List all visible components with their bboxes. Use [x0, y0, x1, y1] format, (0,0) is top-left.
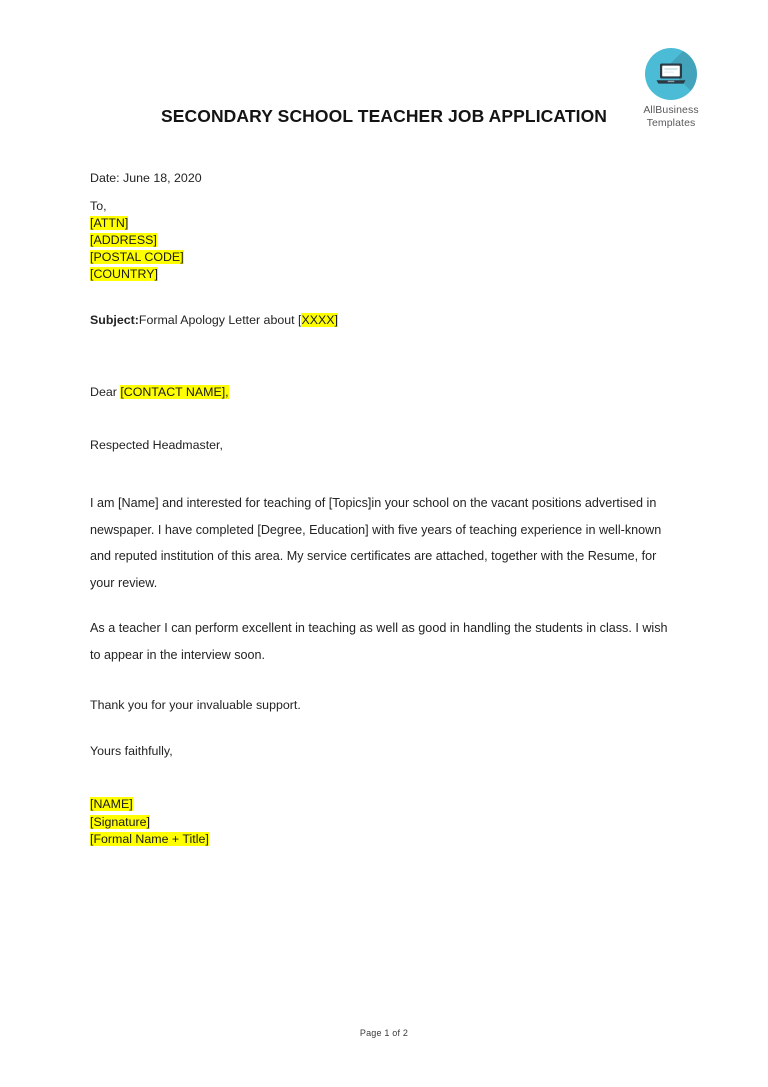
logo-text-line1: AllBusiness — [643, 104, 699, 116]
recipient-attn-value: [ATTN] — [90, 216, 129, 230]
signature-title — [90, 831, 670, 849]
paragraph-intro: I am [Name] and interested for teaching of [Topics]in your school on the vacant positions advertised in newspaper. I have completed [Degree, Education] with five years of teaching experience in well-known and reputed institution of this area. My service certificates are attached, together with the Resume, for your review. — [90, 496, 662, 590]
closing-line: Yours faithfully, — [90, 744, 173, 758]
spacer — [90, 596, 670, 615]
recipient-address-value: [ADDRESS] — [90, 233, 157, 247]
spacer — [90, 365, 670, 384]
spacer — [90, 401, 670, 437]
logo-text-line2: Templates — [646, 117, 696, 129]
greeting: Respected Headmaster, — [90, 438, 223, 452]
recipient-country — [90, 266, 670, 283]
salutation — [90, 384, 670, 401]
recipient-to-label: To, — [90, 199, 107, 213]
signature-mark — [90, 814, 670, 832]
letter-body — [90, 170, 670, 849]
subject-placeholder: XXXX] — [301, 313, 338, 327]
page-title: SECONDARY SCHOOL TEACHER JOB APPLICATION — [160, 106, 608, 126]
recipient-postal-code-value: [POSTAL CODE] — [90, 250, 184, 264]
subject-label: Subject: — [90, 313, 139, 327]
logo-mark — [645, 48, 697, 100]
signature-name-value: [NAME] — [90, 797, 133, 811]
paragraph-qualifications: As a teacher I can perform excellent in teaching as well as good in handling the students in class. I wish to appear in the interview soon. — [90, 621, 668, 662]
spacer — [90, 760, 670, 796]
subject-text: Formal Apology Letter about [ — [138, 313, 302, 327]
letter-date: Date: June 18, 2020 — [90, 171, 202, 185]
recipient-address — [90, 232, 670, 249]
spacer — [90, 329, 670, 365]
recipient-country-value: [COUNTRY] — [90, 267, 158, 281]
subject-line — [90, 312, 670, 329]
salutation-prefix: Dear — [90, 385, 121, 399]
salutation-placeholder: [CONTACT NAME], — [120, 385, 229, 399]
spacer — [90, 283, 670, 312]
signature-mark-value: [Signature] — [90, 814, 150, 829]
spacer — [90, 714, 670, 743]
spacer — [90, 668, 670, 697]
laptop-icon — [645, 48, 697, 100]
signature-name — [90, 796, 670, 814]
page-footer: Page 1 of 2 — [359, 1028, 409, 1038]
spacer — [90, 454, 670, 490]
recipient-postal-code — [90, 249, 670, 266]
recipient-attn — [90, 215, 670, 232]
spacer — [90, 187, 670, 198]
thanks-line: Thank you for your invaluable support. — [90, 698, 301, 712]
signature-title-value: [Formal Name + Title] — [90, 832, 209, 846]
